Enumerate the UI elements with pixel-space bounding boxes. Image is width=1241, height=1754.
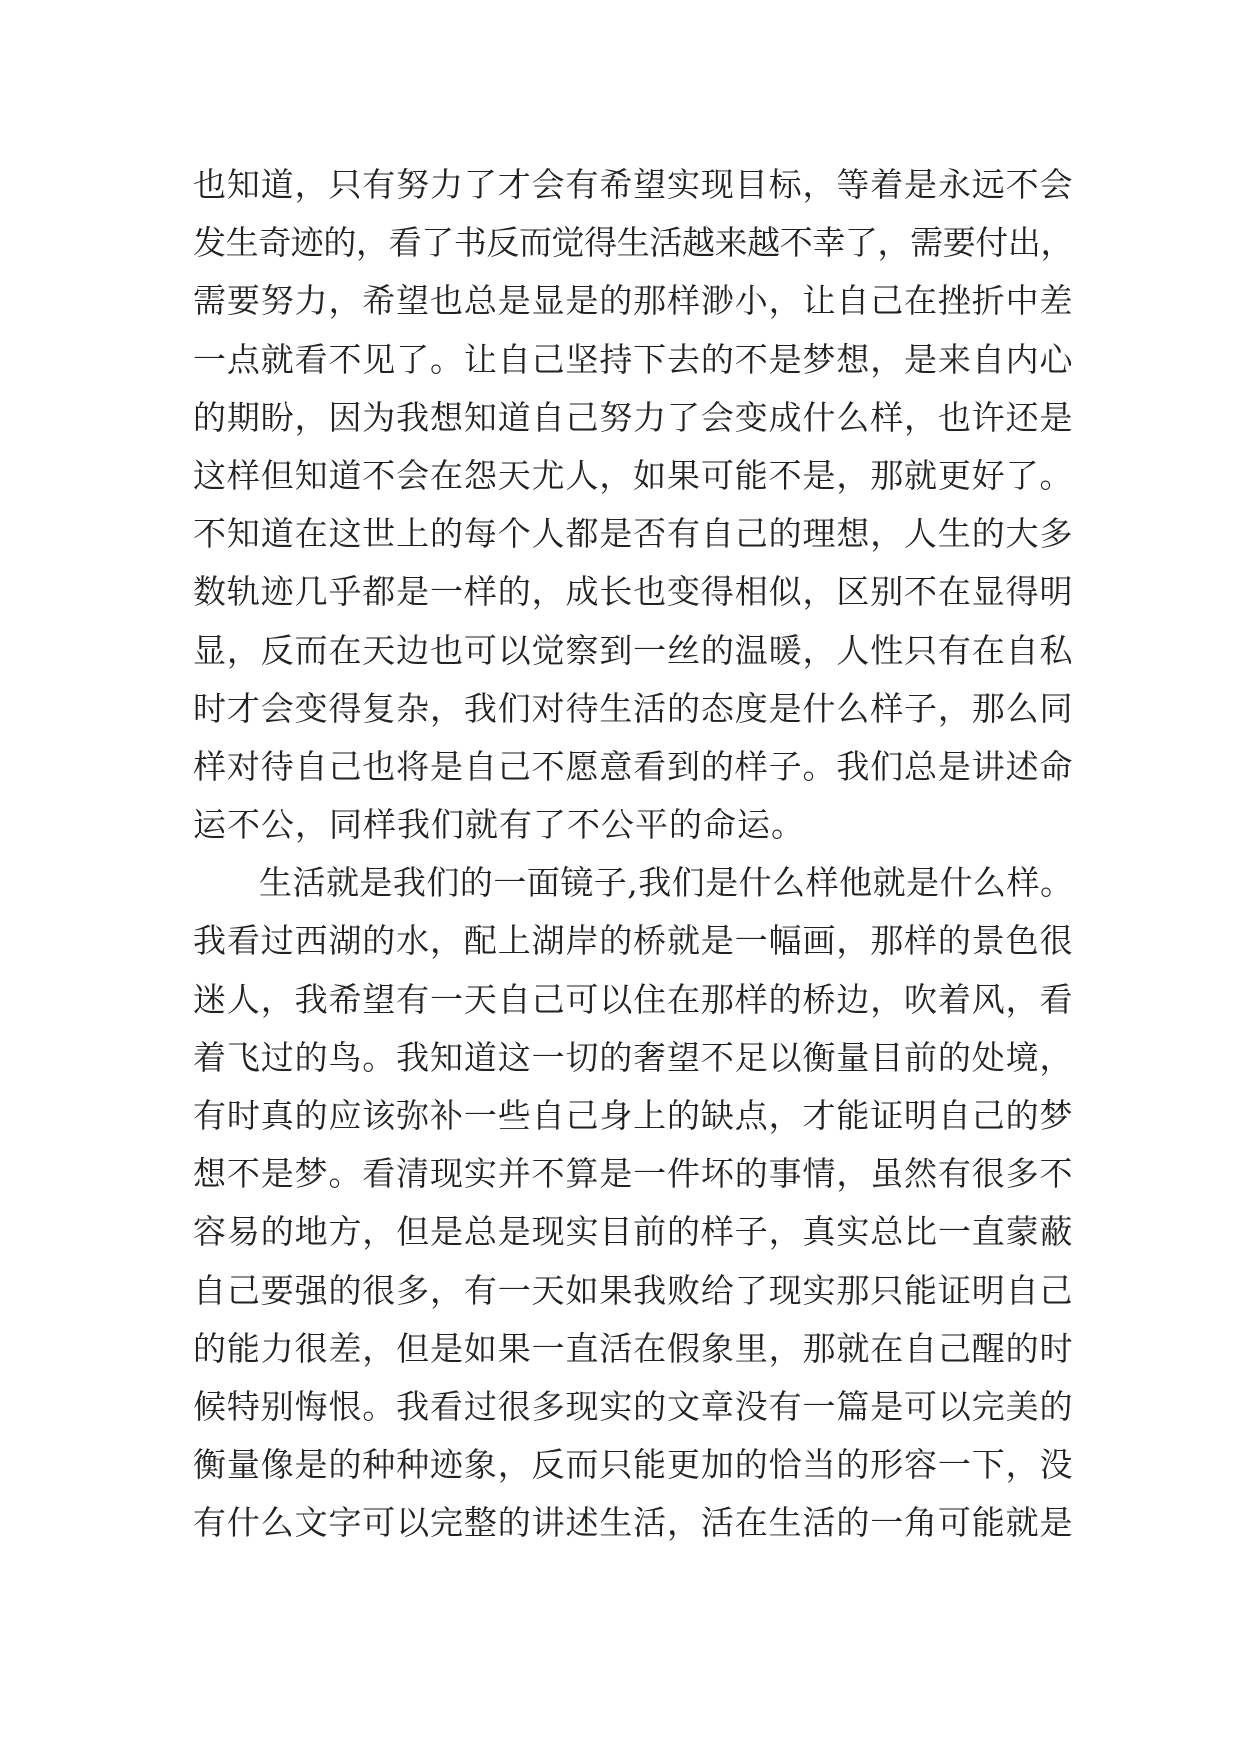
body-text <box>193 156 1073 1553</box>
text-line: 时才会变得复杂，我们对待生活的态度是什么样子，那么同 <box>193 688 1073 728</box>
text-line: 有时真的应该弥补一些自己身上的缺点，才能证明自己的梦 <box>193 1096 1073 1135</box>
paragraph-start-line: 生活就是我们的一面镜子,我们是什么样他就是什么样。 <box>259 863 1073 903</box>
text-line: 迷人，我希望有一天自己可以住在那样的桥边，吹着风，看 <box>193 979 1073 1019</box>
text-line: 容易的地方，但是总是现实目前的样子，真实总比一直蒙蔽 <box>193 1212 1073 1252</box>
text-line: 我看过西湖的水，配上湖岸的桥就是一幅画，那样的景色很 <box>193 921 1073 961</box>
text-line: 不知道在这世上的每个人都是否有自己的理想，人生的大多 <box>193 514 1073 554</box>
text-line: 衡量像是的种种迹象，反而只能更加的恰当的形容一下，没 <box>193 1445 1073 1485</box>
text-line: 样对待自己也将是自己不愿意看到的样子。我们总是讲述命 <box>193 746 1073 786</box>
text-line: 的能力很差，但是如果一直活在假象里，那就在自己醒的时 <box>193 1328 1073 1368</box>
text-line: 发生奇迹的，看了书反而觉得生活越来越不幸了，需要付出， <box>193 223 1073 263</box>
text-line: 需要努力，希望也总是显是的那样渺小，让自己在挫折中差 <box>193 281 1073 321</box>
text-line: 一点就看不见了。让自己坚持下去的不是梦想，是来自内心 <box>193 339 1073 379</box>
text-line: 着飞过的鸟。我知道这一切的奢望不足以衡量目前的处境， <box>193 1037 1073 1077</box>
text-line: 候特别悔恨。我看过很多现实的文章没有一篇是可以完美的 <box>193 1386 1073 1426</box>
text-line: 有什么文字可以完整的讲述生活，活在生活的一角可能就是 <box>193 1503 1073 1543</box>
text-line: 自己要强的很多，有一天如果我败给了现实那只能证明自己 <box>193 1270 1073 1310</box>
text-line: 这样但知道不会在怨天尤人，如果可能不是，那就更好了。 <box>193 455 1073 495</box>
text-line: 数轨迹几乎都是一样的，成长也变得相似，区别不在显得明 <box>193 572 1073 612</box>
paragraph-end-line: 运不公，同样我们就有了不公平的命运。 <box>193 805 805 845</box>
text-line: 想不是梦。看清现实并不算是一件坏的事情，虽然有很多不 <box>193 1154 1073 1194</box>
text-line: 显，反而在天边也可以觉察到一丝的温暖，人性只有在自私 <box>193 630 1073 670</box>
text-line: 也知道，只有努力了才会有希望实现目标，等着是永远不会 <box>193 165 1073 204</box>
text-line: 的期盼，因为我想知道自己努力了会变成什么样，也许还是 <box>193 397 1073 437</box>
